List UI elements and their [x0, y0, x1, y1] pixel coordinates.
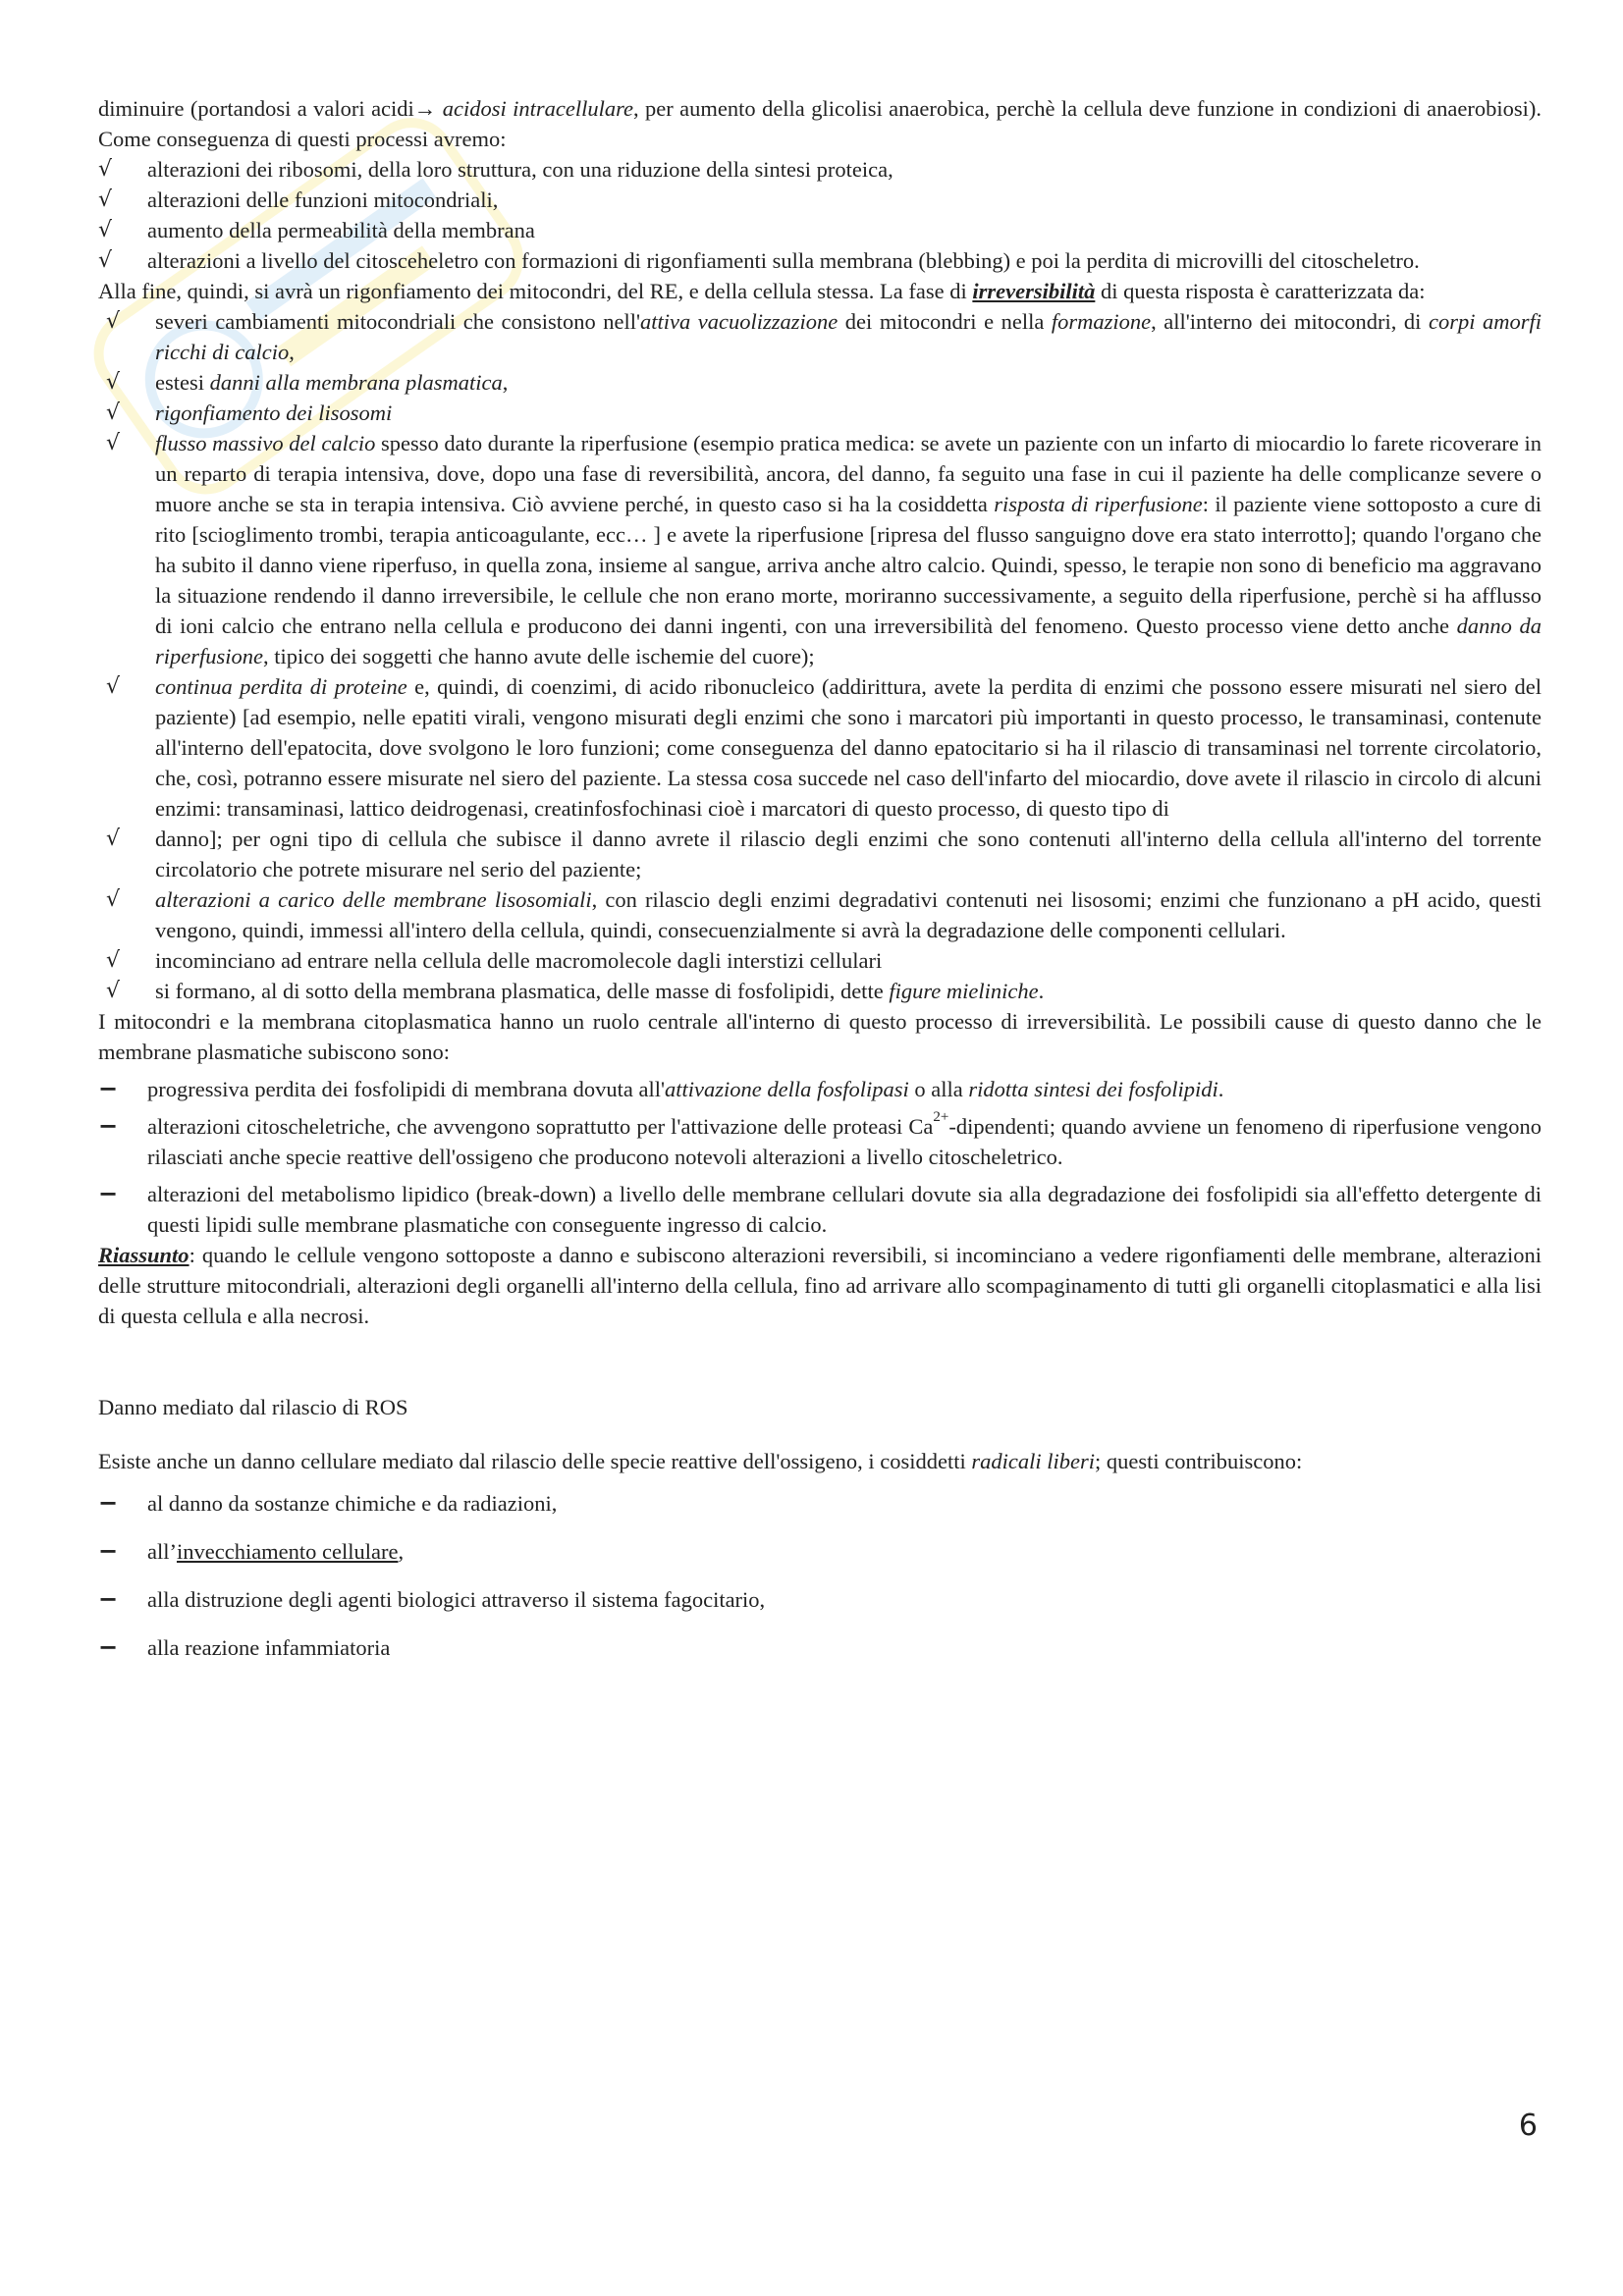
- list-item: − alla reazione infammiatoria: [98, 1633, 391, 1661]
- check-icon: √: [106, 309, 121, 334]
- check-icon: √: [106, 948, 121, 973]
- irreversibility-intro: Alla fine, quindi, si avrà un rigonfiamento dei mitocondri, del RE, e della cellula stessa. La fase di irreversibilità di questa risposta è caratterizzata da:: [98, 279, 1426, 303]
- list-item: √ incominciano ad entrare nella cellula delle macromolecole dagli interstizi cellulari: [98, 945, 1542, 976]
- intro-paragraph: diminuire (portandosi a valori acidi→ acidosi intracellulare, per aumento della glicolisi anaerobica, perchè la cellula deve funzione in condizioni di anaerobiosi). Come conseguenza di questi processi avremo:: [98, 96, 1542, 151]
- ros-contributions-list: [98, 1488, 1542, 1663]
- dash-icon: −: [98, 1075, 119, 1102]
- list-item: − all’invecchiamento cellulare,: [98, 1537, 405, 1565]
- check-icon: √: [106, 370, 121, 395]
- check-icon: √: [98, 248, 113, 273]
- list-item: √ alterazioni a livello del citosceheletro con formazioni di rigonfiamenti sulla membrana (blebbing) e poi la perdita di microvilli del citoscheletro.: [98, 245, 1542, 276]
- list-item: √ danno]; per ogni tipo di cellula che subisce il danno avrete il rilascio degli enzimi che sono contenuti all'interno della cellula all'interno del torrente circolatorio che potrete misurare nel serio del paziente;: [98, 824, 1542, 884]
- check-icon: √: [106, 431, 121, 455]
- list-item: √ si formano, al di sotto della membrana plasmatica, delle masse di fosfolipidi, dette figure mieliniche.: [98, 976, 1542, 1006]
- list-item: √ alterazioni delle funzioni mitocondriali,: [98, 185, 1542, 215]
- check-icon: √: [98, 218, 113, 242]
- list-item: √ severi cambiamenti mitocondriali che consistono nell'attiva vacuolizzazione dei mitocondri e nella formazione, all'interno dei mitocondri, di corpi amorfi ricchi di calcio,: [98, 306, 1542, 367]
- dash-icon: −: [98, 1180, 119, 1207]
- dash-icon: −: [98, 1633, 119, 1661]
- dash-icon: −: [98, 1112, 119, 1140]
- summary-paragraph: Riassunto: quando le cellule vengono sottoposte a danno e subiscono alterazioni reversibili, si incominciano a vedere rigonfiamenti delle membrane, alterazioni delle strutture mitocondriali, alterazioni degli organelli all'interno della cellula, fino ad arrivare allo scompaginamento di tutti gli organelli citoplasmatici e alla lisi di questa cellula e alla necrosi.: [98, 1243, 1542, 1328]
- list-item: √ aumento della permeabilità della membrana: [98, 215, 1542, 245]
- list-item: √ alterazioni a carico delle membrane lisosomiali, con rilascio degli enzimi degradativi contenuti nei lisosomi; enzimi che funzionano a pH acido, questi vengono, quindi, immessi all'intero della cellula, quindi, consecuenzialmente si avrà la degradazione delle componenti cellulari.: [98, 884, 1542, 945]
- section-heading: Danno mediato dal rilascio di ROS: [98, 1395, 408, 1419]
- list-item: √ alterazioni dei ribosomi, della loro struttura, con una riduzione della sintesi proteica,: [98, 154, 1542, 185]
- dash-icon: −: [98, 1537, 119, 1565]
- list-item: √ continua perdita di proteine e, quindi, di coenzimi, di acido ribonucleico (addirittura, avete la perdita di enzimi che possono essere misurati nel siero del paziente) [ad esempio, nelle epatiti virali, vengono misurati degli enzimi che sono i marcatori più importanti in questo processo, le transaminasi, contenute all'interno dell'epatocita, dove svolgono le loro funzioni; come conseguenza del danno epatocitario si ha il rilascio di transaminasi nel torrente circolatorio, che, così, potranno essere misurate nel siero del paziente. La stessa cosa succede nel caso dell'infarto del miocardio, dove avete il rilascio in circolo di alcuni enzimi: transaminasi, lattico deidrogenasi, creatinfosfochinasi cioè i marcatori di questo processo, di questo tipo di: [98, 671, 1542, 824]
- irreversible-effects-list: [98, 306, 1542, 1006]
- reversible-effects-list: [98, 154, 1542, 276]
- list-item: − al danno da sostanze chimiche e da radiazioni,: [98, 1489, 558, 1517]
- dash-icon: −: [98, 1585, 119, 1613]
- membrane-causes-list: [98, 1074, 1542, 1240]
- check-icon: √: [106, 827, 121, 851]
- list-item: − progressiva perdita dei fosfolipidi di membrana dovuta all'attivazione della fosfolipasi o alla ridotta sintesi dei fosfolipidi.: [98, 1075, 1224, 1102]
- list-item: √ flusso massivo del calcio spesso dato durante la riperfusione (esempio pratica medica: se avete un paziente con un infarto di miocardio lo farete ricoverare in un reparto di terapia intensiva, dove, dopo una fase di reversibilità, ancora, del danno, fa seguito una fase in cui il paziente ha delle complicanze severe o muore anche se sta in terapia intensiva. Ciò avviene perché, in questo caso si ha la cosiddetta risposta di riperfusione: il paziente viene sottoposto a cure di rito [scioglimento trombi, terapia anticoagulante, ecc… ] e avete la riperfusione [ripresa del flusso sanguigno dove era stato interrotto]; quando l'organo che ha subito il danno viene riperfuso, in quella zona, insieme al sangue, arriva anche altro calcio. Quindi, spesso, le terapie non sono di beneficio ma aggravano la situazione rendendo il danno irreversibile, le cellule che non erano morte, moriranno successivamente, a seguito della riperfusione, perchè si ha afflusso di ioni calcio che entrano nella cellula e producono dei danni ingenti, con una irreversibilità del fenomeno. Questo processo viene detto anche danno da riperfusione, tipico dei soggetti che hanno avute delle ischemie del cuore);: [98, 428, 1542, 671]
- check-icon: √: [106, 674, 121, 699]
- check-icon: √: [106, 400, 121, 425]
- list-item: − alla distruzione degli agenti biologici attraverso il sistema fagocitario,: [98, 1585, 766, 1613]
- check-icon: √: [98, 187, 113, 212]
- list-item: − alterazioni del metabolismo lipidico (break-down) a livello delle membrane cellulari dovute sia alla degradazione dei fosfolipidi sia all'effetto detergente di questi lipidi sulle membrane plasmatiche con conseguente ingresso di calcio.: [98, 1180, 1542, 1237]
- membrane-intro: I mitocondri e la membrana citoplasmatica hanno un ruolo centrale all'interno di questo processo di irreversibilità. Le possibili cause di questo danno che le membrane plasmatiche subiscono sono:: [98, 1009, 1542, 1064]
- page-number: 6: [1518, 2109, 1538, 2143]
- check-icon: √: [98, 157, 113, 182]
- document-page: [98, 93, 1542, 1663]
- arrow-icon: →: [413, 96, 437, 121]
- check-icon: √: [106, 887, 121, 912]
- check-icon: √: [106, 979, 121, 1003]
- list-item: √ estesi danni alla membrana plasmatica,: [98, 367, 1542, 398]
- dash-icon: −: [98, 1489, 119, 1517]
- list-item: − alterazioni citoscheletriche, che avvengono soprattutto per l'attivazione delle proteasi $Ca^{2+}$-dipendenti; quando avviene un fenomeno di riperfusione vengono rilasciati anche specie reattive dell'ossigeno che producono notevoli alterazioni a livello citoscheletrico.: [98, 1109, 1542, 1169]
- summary-label: Riassunto: [98, 1243, 189, 1267]
- ros-intro: Esiste anche un danno cellulare mediato dal rilascio delle specie reattive dell'ossigeno, i cosiddetti radicali liberi; questi contribuiscono:: [98, 1449, 1303, 1473]
- list-item: √ rigonfiamento dei lisosomi: [98, 398, 1542, 428]
